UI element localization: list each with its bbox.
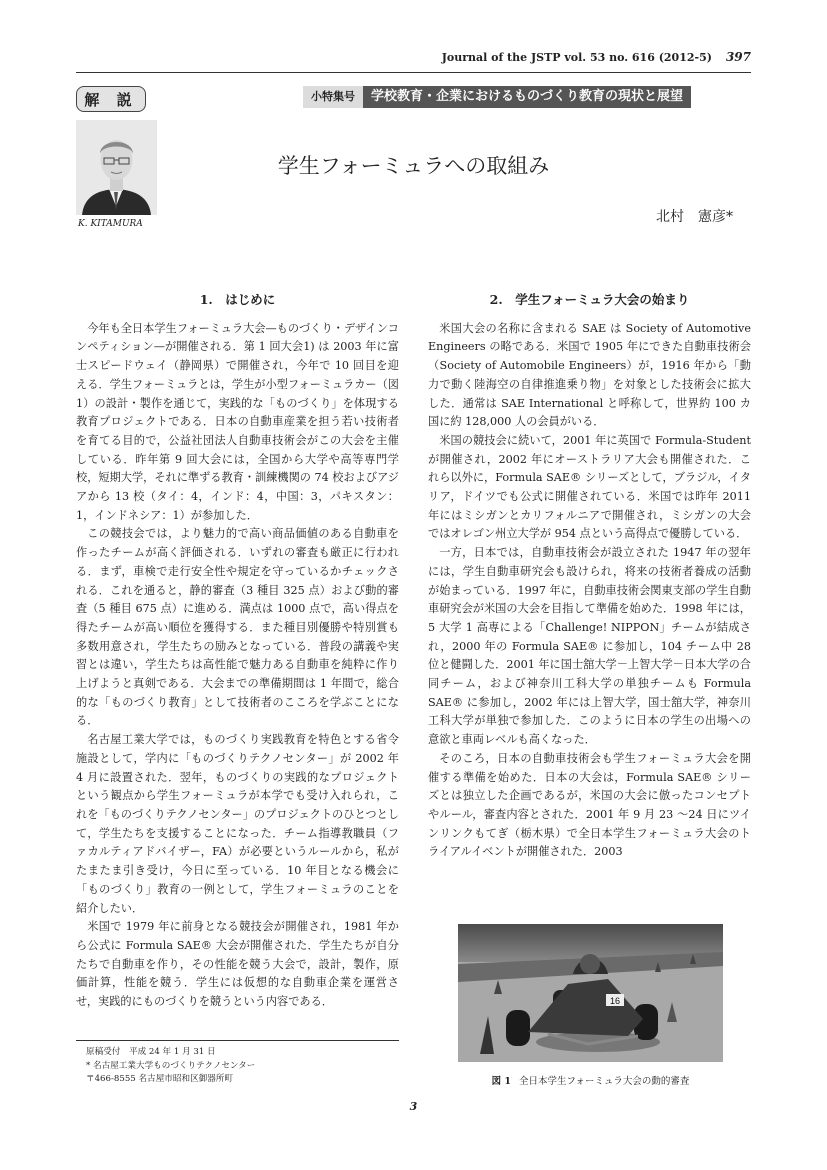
- special-issue-label: 小特集号: [303, 86, 363, 108]
- journal-header: [442, 50, 751, 64]
- figure-caption-text: 全日本学生フォーミュラ大会の動的審査: [519, 1076, 690, 1087]
- footnote-rule: [76, 1040, 399, 1041]
- section-heading-2: 2. 学生フォーミュラ大会の始まり: [489, 292, 690, 307]
- right-column: [428, 291, 751, 862]
- header-rule: [76, 72, 751, 73]
- special-issue-title: 学校教育・企業におけるものづくり教育の現状と展望: [363, 86, 691, 108]
- figure-caption: [458, 1073, 723, 1087]
- special-issue-banner: [303, 86, 691, 108]
- page-number: 3: [409, 1100, 418, 1113]
- paragraph: この競技会では，より魅力的で高い商品価値のある自動車を作ったチームが高く評価される．いずれの審査も厳正に行われる．まず，車検で走行安全性や規定を守っているかチェックされる．これを通ると，静的審査（3 種目 325 点）および動的審査（5 種目 675 点）に進める．満点は 1000 点で，高い得点を得たチームが高い順位を獲得する．また種目別優勝や特別賞も多数用意され，学生たちの励みとなっている．普段の講義や実習とは違い，学生たちは高性能で魅力ある自動車を純粋に作り上げようと真剣である．大会までの準備期間は 1 年間で，総合的な「ものづくり教育」として技術者のこころを学ぶことになる．: [76, 527, 399, 728]
- paragraph: 名古屋工業大学では，ものづくり実践教育を特色とする省令施設として，学内に「ものづくりテクノセンター」が 2002 年 4 月に設置された．翌年，ものづくりの実践的なプロジェクトという観点から学生フォーミュラが本学でも受け入れられ，これを「ものづくりテクノセンター」のプロジェクトのひとつとして，学生たちを支援することになった．チーム指導教職員（ファカルティアドバイザー，FA）が必要というルールから，私がたまたま引き受け，今日に至っている．10 年目となる機会に「ものづくり」教育の一例として，学生フォーミュラのことを紹介したい．: [76, 733, 399, 915]
- paragraph: 一方，日本では，自動車技術会が設立された 1947 年の翌年には，学生自動車研究会も設けられ，将来の技術者養成の活動が始まっている．1997 年に，自動車技術会関東支部の学生自動車研究会が米国の大会を目指して準備を始めた．1998 年には，5 大学 1 高専による「Challenge! NIPPON」チームが結成され，2000 年の Formula SAE® に参加し，104 チーム中 28 位と健闘した．2001 年に国士舘大学－上智大学－日本大学の合同チーム，および神奈川工科大学の単独チームも Formula SAE® に参加し，2002 年には上智大学，国士舘大学，神奈川工科大学が単独で参加した．このように日本の学生の出場への意欲と車両レベルも高くなった．: [428, 546, 751, 747]
- paragraph: 米国で 1979 年に前身となる競技会が開催され，1981 年から公式に Formula SAE® 大会が開催された．学生たちが自分たちで自動車を作り，その性能を競う大会で，設計，製作，原価計算，性能を競う．学生には仮想的な自動車企業を運営させ，実践的にものづくりを競うという内容である．: [76, 920, 399, 1009]
- journal-page: 397: [725, 50, 751, 64]
- paragraph: そのころ，日本の自動車技術会も学生フォーミュラ大会を開催する準備を始めた．日本の大会は，Formula SAE® シリーズとは独立した企画であるが，米国の大会に倣ったコンセプトやルール，審査内容とされた．2001 年 9 月 23 ～24 日にツインリンクもてぎ（栃木県）で全日本学生フォーミュラ大会のトライアルイベントが開催された．2003: [428, 751, 751, 859]
- paragraph: 米国の競技会に続いて，2001 年に英国で Formula-Student が開催され，2002 年にオーストラリア大会も開催された．これら以外に，Formula SAE® シリーズとして，ブラジル，イタリア，ドイツでも公式に開催されている．米国では昨年 2011 年にはミシガンとカリフォルニアで開催され，ミシガンの大会ではオレゴン州立大学が 954 点という高得点で優勝している．: [428, 433, 751, 541]
- section-heading-1: 1. はじめに: [199, 292, 276, 307]
- figure-photo: [458, 924, 723, 1062]
- journal-name: Journal of the JSTP vol. 53 no. 616 (2012-5): [441, 51, 712, 64]
- paragraph: 今年も全日本学生フォーミュラ大会—ものづくり・デザインコンペティション—が開催される．第 1 回大会1) は 2003 年に富士スピードウェイ（静岡県）で開催され，今年で 10 回目を迎える．学生フォーミュラとは，学生が小型フォーミュラカー（図 1）の設計・製作を通じて，実践的な「ものづくり」を体現する教育プロジェクトである．日本の自動車産業を担う若い技術者を育てる目的で，公益社団法人自動車技術会がこの大会を主催している．昨年第 9 回大会には，全国から大学や高等専門学校，短期大学，それに準ずる教育・訓練機関の 74 校およびアジアから 13 校（タイ：4，インド：4，中国：3，パキスタン：1，インドネシア：1）が参加した．: [76, 321, 399, 522]
- footnote-affiliation: * 名古屋工業大学ものづくりテクノセンター: [86, 1060, 256, 1071]
- article-type-badge: 解 説: [76, 86, 146, 112]
- footnote-received: 原稿受付 平成 24 年 1 月 31 日: [86, 1047, 216, 1057]
- footnote-address: 〒466-8555 名古屋市昭和区御器所町: [86, 1074, 234, 1084]
- left-column: [76, 291, 399, 1012]
- footnotes: [86, 1046, 255, 1087]
- car-number: 16: [609, 996, 621, 1006]
- figure-label: 図 1: [491, 1076, 512, 1087]
- article-title: 学生フォーミュラへの取組み: [277, 154, 550, 178]
- article-author: 北村 憲彦*: [656, 209, 733, 225]
- paragraph: 米国大会の名称に含まれる SAE は Society of Automotive Engineers の略である．米国で 1905 年にできた自動車技術会（Society of Automobile Engineers）が，1916 年から「動力で動く陸海空の自律推進乗り物」を対象とした技術会に拡大した．通常は SAE International と呼称して，世界約 100 カ国に約 128,000 人の会員がいる．: [428, 321, 751, 429]
- author-photo-caption: K. KITAMURA: [78, 219, 143, 229]
